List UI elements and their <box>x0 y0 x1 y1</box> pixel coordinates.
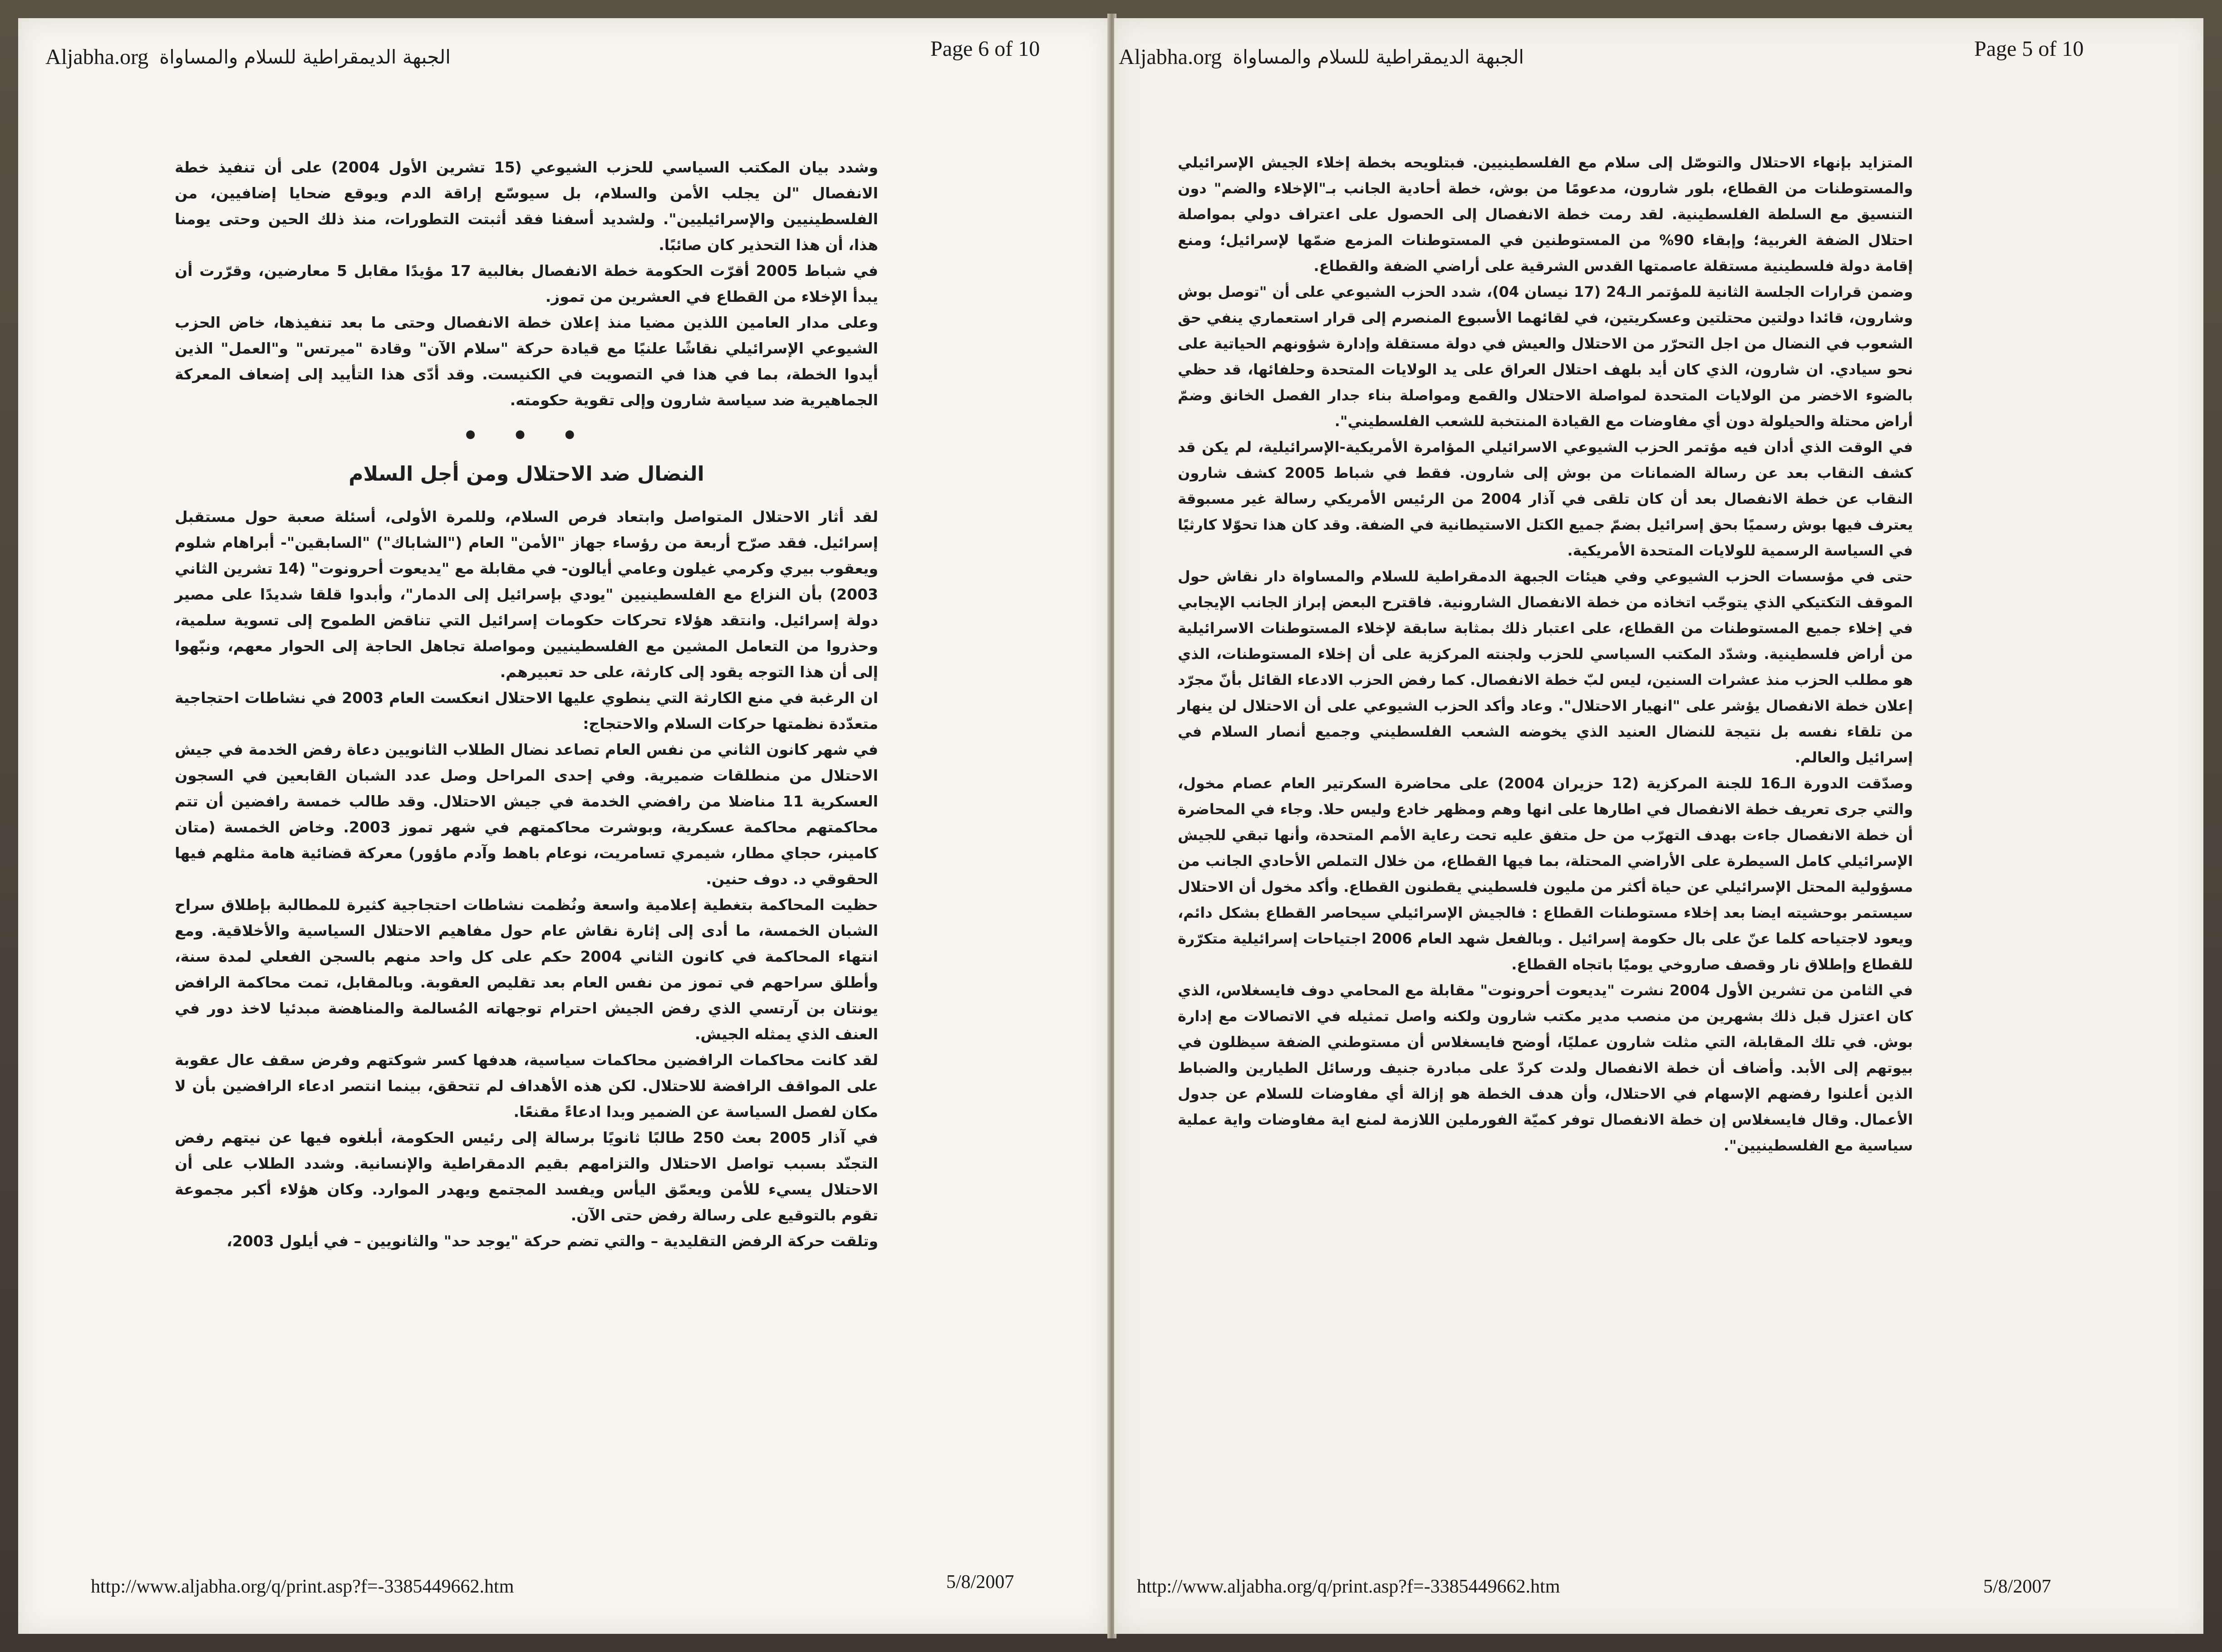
page-header <box>45 32 451 82</box>
page-number: Page 6 of 10 <box>930 37 1040 61</box>
paragraph: وصدّقت الدورة الـ16 للجنة المركزية (12 حزيران 2004) على محاضرة السكرتير العام عصام مخول، والتي جرى تعريف خطة الانفصال في اطارها على انها وهم ومظهر خادع وليس حلا. وجاء في المحاضرة أن خطة الانفصال جاءت بهدف التهرّب من حل متفق عليه تحت رعاية الأمم المتحدة، وأنها تبقي للجيش الإسرائيلي كامل السيطرة على الأراضي المحتلة، بما فيها القطاع، من خلال التملص الأحادي الجانب من مسؤولية المحتل الإسرائيلي عن حياة أكثر من مليون فلسطيني يقطنون القطاع. وأكد مخول أن الاحتلال سيستمر بوحشيته ايضا بعد إخلاء مستوطنات القطاع : فالجيش الإسرائيلي سيحاصر القطاع بشكل دائم، ويعود لاجتياحه كلما عنّ على بال حكومة إسرائيل . وبالفعل شهد العام 2006 اجتياحات إسرائيلية متكرّرة للقطاع وإطلاق نار وقصف صاروخي يوميًا باتجاه القطاع. <box>1178 775 1913 973</box>
site-name: Aljabha.org <box>45 44 149 69</box>
footer-url[interactable]: http://www.aljabha.org/q/print.asp?f=-3385449662.htm <box>1137 1576 1560 1597</box>
page-six <box>18 18 1110 1634</box>
paragraph: وتلقت حركة الرفض التقليدية – والتي تضم حركة "يوجد حد" والثانويين – في أيلول 2003، <box>226 1232 878 1250</box>
section-separator: • • • <box>462 421 590 450</box>
paragraph: في الوقت الذي أدان فيه مؤتمر الحزب الشيوعي الاسرائيلي المؤامرة الأمريكية-الإسرائيلية، لم يكن قد كشف النقاب بعد عن رسالة الضمانات من بوش إلى شارون. فقط في شباط 2005 كشف شارون النقاب عن خطة الانفصال بعد أن كان تلقى في آذار 2004 من الرئيس الأمريكي رسالة غير مسبوقة يعترف فيها بوش رسميًا بحق إسرائيل بضمّ جميع الكتل الاستيطانية في الضفة. وقد كان هذا تحوّلا كارثيًا في السياسة الرسمية للولايات المتحدة الأمريكية. <box>1178 438 1913 559</box>
article-body <box>175 154 878 1254</box>
page-header <box>1119 32 1524 82</box>
site-arabic-name: الجبهة الديمقراطية للسلام والمساواة <box>159 45 451 68</box>
site-name: Aljabha.org <box>1119 44 1222 69</box>
page-number: Page 5 of 10 <box>1974 37 2084 61</box>
paragraph: في آذار 2005 بعث 250 طالبًا ثانويًا برسالة إلى رئيس الحكومة، أبلغوه فيها عن نيتهم رفض التجنّد بسبب تواصل الاحتلال والتزامهم بقيم الدمقراطية والإنسانية. وشدد الطلاب على أن الاحتلال يسيء للأمن ويعمّق اليأس ويفسد المجتمع ويهدر الموارد. وكان هؤلاء أكبر مجموعة تقوم بالتوقيع على رسالة رفض حتى الآن. <box>175 1129 878 1224</box>
paragraph: وضمن قرارات الجلسة الثانية للمؤتمر الـ24 (17 نيسان 04)، شدد الحزب الشيوعي على أن "توصل بوش وشارون، قائدا دولتين محتلتين وعسكريتين، في لقائهما الأسبوع المنصرم إلى قرار استعماري ينفي حق الشعوب في النضال من اجل التحرّر من الاحتلال والعيش في دولة مستقلة وإدارة شؤونهم الحياتية على نحو سيادي. ان شارون، الذي كان أيد بلهف احتلال العراق على يد الولايات المتحدة وحلفائها، قد حظي بالضوء الاخضر من الولايات المتحدة لمواصلة الاحتلال والقمع ومواصلة بناء جدار الفصل الخانق وضمّ أراض محتلة والحيلولة دون أي مفاوضات مع القيادة المنتخبة للشعب الفلسطيني". <box>1178 283 1913 430</box>
footer-date: 5/8/2007 <box>946 1572 1014 1593</box>
paragraph: ان الرغبة في منع الكارثة التي ينطوي عليها الاحتلال انعكست العام 2003 في نشاطات احتجاجية متعدّدة نظمتها حركات السلام والاحتجاج: <box>175 689 879 733</box>
site-arabic-name: الجبهة الديمقراطية للسلام والمساواة <box>1233 45 1524 68</box>
paragraph: حتى في مؤسسات الحزب الشيوعي وفي هيئات الجبهة الدمقراطية للسلام والمساواة دار نقاش حول الموقف التكتيكي الذي يتوجّب اتخاذه من خطة الانفصال الشارونية. فاقترح البعض إبراز الجانب الإيجابي في إخلاء جميع المستوطنات من القطاع، على اعتبار ذلك بمثابة سابقة لإخلاء المستوطنات الاسرائيلية من أراض فلسطينية. وشدّد المكتب السياسي للحزب ولجنته المركزية على أن إخلاء المستوطنات، الذي هو مطلب الحزب منذ عشرات السنين، ليس لبّ خطة الانفصال. كما رفض الحزب الادعاء القائل بأنّ مجرّد إعلان خطة الانفصال يؤشر على "انهيار الاحتلال". وعاد وأكد الحزب الشيوعي على أن الاحتلال لن ينهار من تلقاء نفسه بل نتيجة للنضال العنيد الذي يخوضه الشعب الفلسطيني وجميع أنصار السلام في إسرائيل والعالم. <box>1178 568 1913 766</box>
article-body <box>1178 150 1913 1159</box>
paragraph: حظيت المحاكمة بتغطية إعلامية واسعة ونُظمت نشاطات احتجاجية كثيرة للمطالبة بإطلاق سراح الشبان الخمسة، ما أدى إلى إثارة نقاش عام حول مفاهيم الاحتلال السياسية والأخلاقية. ومع انتهاء المحاكمة في كانون الثاني 2004 حكم على كل واحد منهم بالسجن الفعلي لمدة سنة، وأطلق سراحهم في تموز من نفس العام بعد تقليص العقوبة. وبالمقابل، تمت محاكمة الرافض يونتان بن آرتسي الذي رفض الجيش احترام توجهاته المُسالمة والمناهضة مبدئيا لاخذ دور في العنف الذي يمثله الجيش. <box>175 896 878 1043</box>
footer-date: 5/8/2007 <box>1983 1576 2051 1597</box>
section-heading: النضال ضد الاحتلال ومن أجل السلام <box>349 462 704 486</box>
paragraph: لقد كانت محاكمات الرافضين محاكمات سياسية، هدفها كسر شوكتهم وفرض سقف عال عقوبة على المواقف الرافضة للاحتلال. لكن هذه الأهداف لم تتحقق، بينما انتصر ادعاء الرافضين بأن لا مكان لفصل السياسة عن الضمير وبدا ادعاءً مقنعًا. <box>175 1051 878 1121</box>
paragraph: وعلى مدار العامين اللذين مضيا منذ إعلان خطة الانفصال وحتى ما بعد تنفيذها، خاض الحزب الشيوعي الإسرائيلي نقاشًا علنيًا مع قيادة حركة "سلام الآن" وقادة "ميرتس" و"العمل" الذين أيدوا الخطة، بما في هذا في التصويت في الكنيست. وقد أدّى هذا التأييد إلى إضعاف المعركة الجماهيرية ضد سياسة شارون وإلى تقوية حكومته. <box>175 314 878 409</box>
paragraph: في شباط 2005 أقرّت الحكومة خطة الانفصال بغالبية 17 مؤيدًا مقابل 5 معارضين، وقرّرت أن يبدأ الإخلاء من القطاع في العشرين من تموز. <box>175 262 878 305</box>
paragraph: وشدد بيان المكتب السياسي للحزب الشيوعي (15 تشرين الأول 2004) على أن تنفيذ خطة الانفصال "لن يجلب الأمن والسلام، بل سيوسّع إراقة الدم ويوقع ضحايا إضافيين، من الفلسطينيين والإسرائيليين". ولشديد أسفنا فقد أثبتت التطورات، منذ ذلك الحين وحتى يومنا هذا، أن هذا التحذير كان صائبًا. <box>175 158 878 254</box>
footer-url[interactable]: http://www.aljabha.org/q/print.asp?f=-3385449662.htm <box>91 1576 514 1597</box>
page-five <box>1114 18 2203 1634</box>
paragraph: في الثامن من تشرين الأول 2004 نشرت "يديعوت أحرونوت" مقابلة مع المحامي دوف فايسغلاس، الذي كان اعتزل قبل ذلك بشهرين من منصب مدير مكتب شارون ولكنه واصل تمثيله في الاتصالات مع إدارة بوش. في تلك المقابلة، التي مثلت شارون عمليًا، أوضح فايسغلاس أن مستوطني الضفة سيظلون في بيوتهم إلى الأبد. وأضاف أن خطة الانفصال ولدت كردّ على مبادرة جنيف ورسائل الطيارين والضباط الذين أعلنوا رفضهم الإسهام في الاحتلال، وأن هدف الخطة هو إزالة أي مفاوضات للسلام عن جدول الأعمال. وقال فايسغلاس إن خطة الانفصال توفر كميّة الفورملين اللازمة لمنع اية مفاوضات واية عملية سياسية مع الفلسطينيين". <box>1178 982 1913 1154</box>
paragraph: في شهر كانون الثاني من نفس العام تصاعد نضال الطلاب الثانويين دعاة رفض الخدمة في جيش الاحتلال من منطلقات ضميرية. وفي إحدى المراحل وصل عدد الشبان القابعين في السجون العسكرية 11 مناضلا من رافضي الخدمة في جيش الاحتلال. وقد طالب خمسة رافضين أن تتم محاكمتهم محاكمة عسكرية، وبوشرت محاكمتهم في شهر تموز 2003. وخاض الخمسة (متان كامينر، حجاي مطار، شيمري تسامريت، نوعام باهط وآدم ماؤور) معركة قضائية هامة مثلهم فيها الحقوقي د. دوف حنين. <box>175 741 879 888</box>
paragraph: لقد أثار الاحتلال المتواصل وابتعاد فرص السلام، وللمرة الأولى، أسئلة صعبة حول مستقبل إسرائيل. فقد صرّح أربعة من رؤساء جهاز "الأمن" العام ("الشاباك") "السابقين"- أبراهام شلوم ويعقوب بيري وكرمي غيلون وعامي أيالون- في مقابلة مع "يديعوت أحرونوت" (14 تشرين الثاني 2003) بأن النزاع مع الفلسطينيين "يودي بإسرائيل إلى الدمار"، وأبدوا قلقا شديدًا على مصير دولة إسرائيل. وانتقد هؤلاء تحركات حكومات إسرائيل التي تناقض الطموح إلى تسوية سلمية، وحذروا من التعامل المشين مع الفلسطينيين ومواصلة تجاهل الحاجة إلى الحوار معهم، ونبّهوا إلى أن هذا التوجه يقود إلى كارثة، على حد تعبيرهم. <box>175 508 878 681</box>
paragraph: المتزايد بإنهاء الاحتلال والتوصّل إلى سلام مع الفلسطينيين. فبتلويحه بخطة إخلاء الجيش الإسرائيلي والمستوطنات من القطاع، بلور شارون، مدعومًا من بوش، خطة أحادية الجانب بـ"الإخلاء والضم" دون التنسيق مع السلطة الفلسطينية. لقد رمت خطة الانفصال إلى الحصول على اعتراف دولي بمواصلة احتلال الضفة الغربية؛ وإبقاء 90% من المستوطنين في المستوطنات المزمع ضمّها لإسرائيل؛ ومنع إقامة دولة فلسطينية مستقلة عاصمتها القدس الشرقية على أراضي الضفة والقطاع. <box>1178 154 1913 275</box>
